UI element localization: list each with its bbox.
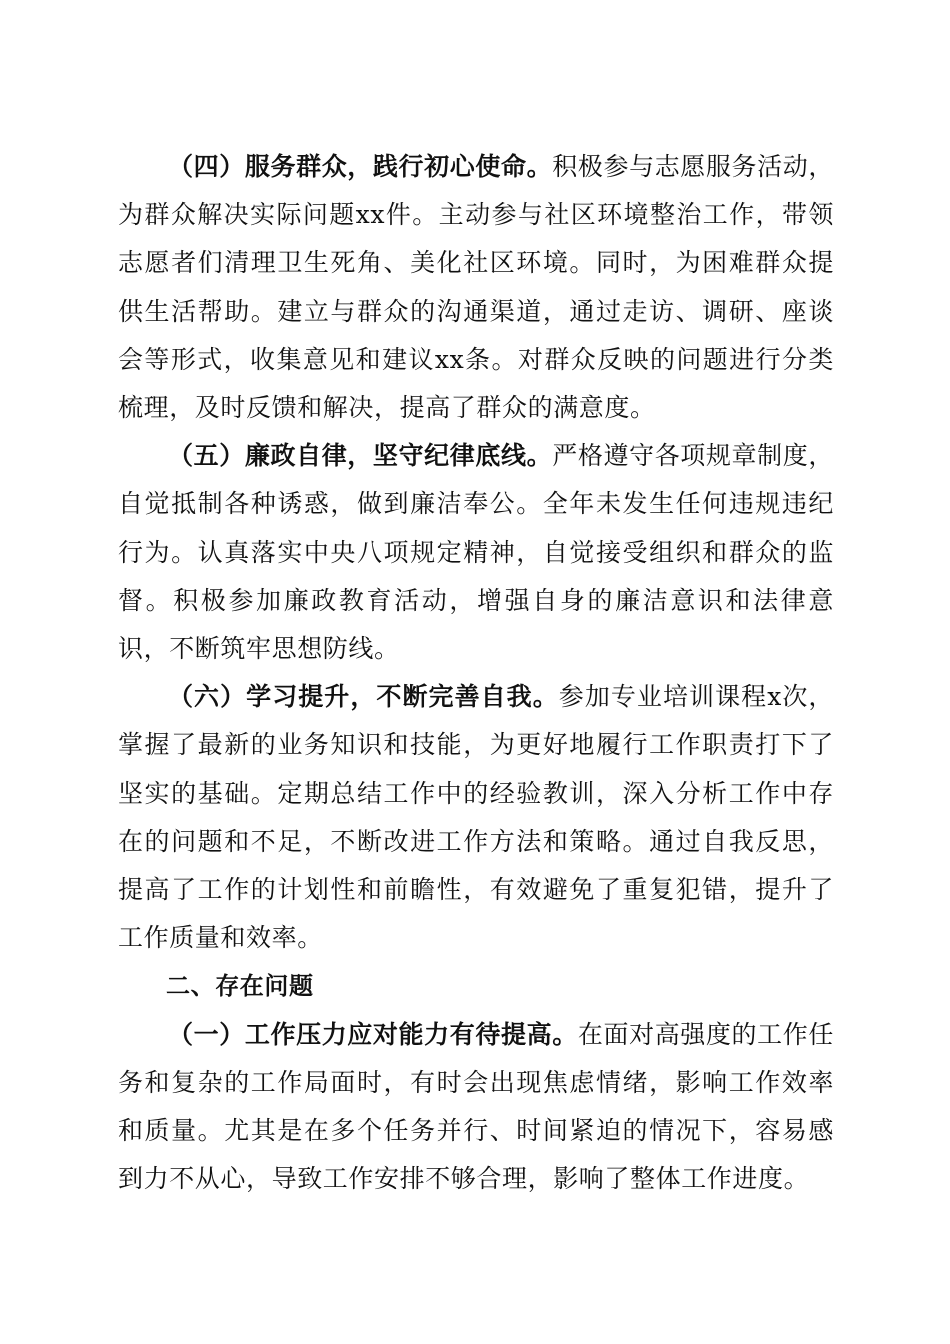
document-body [118,143,834,1203]
paragraph-text: 在面对高强度的工作任务和复杂的工作局面时，有时会出现焦虑情绪，影响工作效率和质量。尤其是在多个任务并行、时间紧迫的情况下，容易感到力不从心，导致工作安排不够合理，影响了整体工作进度。 [118,1019,834,1194]
paragraph-integrity [118,432,834,673]
paragraph-text: 参加专业培训课程x次，掌握了最新的业务知识和技能，为更好地履行工作职责打下了坚实的基础。定期总结工作中的经验教训，深入分析工作中存在的问题和不足，不断改进工作方法和策略。通过自我反思，提高了工作的计划性和前瞻性，有效避免了重复犯错，提升了工作质量和效率。 [118,682,834,953]
paragraph-text: 严格遵守各项规章制度，自觉抵制各种诱惑，做到廉洁奉公。全年未发生任何违规违纪行为。认真落实中央八项规定精神，自觉接受组织和群众的监督。积极参加廉政教育活动，增强自身的廉洁意识和法律意识，不断筑牢思想防线。 [118,441,834,664]
paragraph-lead: （五）廉政自律，坚守纪律底线。 [168,441,553,471]
paragraph-lead: （六）学习提升，不断完善自我。 [168,682,559,712]
paragraph-lead: （一）工作压力应对能力有待提高。 [168,1019,578,1049]
paragraph-issue-pressure [118,1011,834,1204]
paragraph-text: 积极参与志愿服务活动，为群众解决实际问题xx件。主动参与社区环境整治工作，带领志愿者们清理卫生死角、美化社区环境。同时，为困难群众提供生活帮助。建立与群众的沟通渠道，通过走访、调研、座谈会等形式，收集意见和建议xx条。对群众反映的问题进行分类梳理，及时反馈和解决，提高了群众的满意度。 [118,152,834,423]
section-heading-problems: 二、存在问题 [166,972,314,1001]
paragraph-learning [118,673,834,962]
paragraph-serve-masses [118,143,834,432]
paragraph-lead: （四）服务群众，践行初心使命。 [168,152,553,181]
